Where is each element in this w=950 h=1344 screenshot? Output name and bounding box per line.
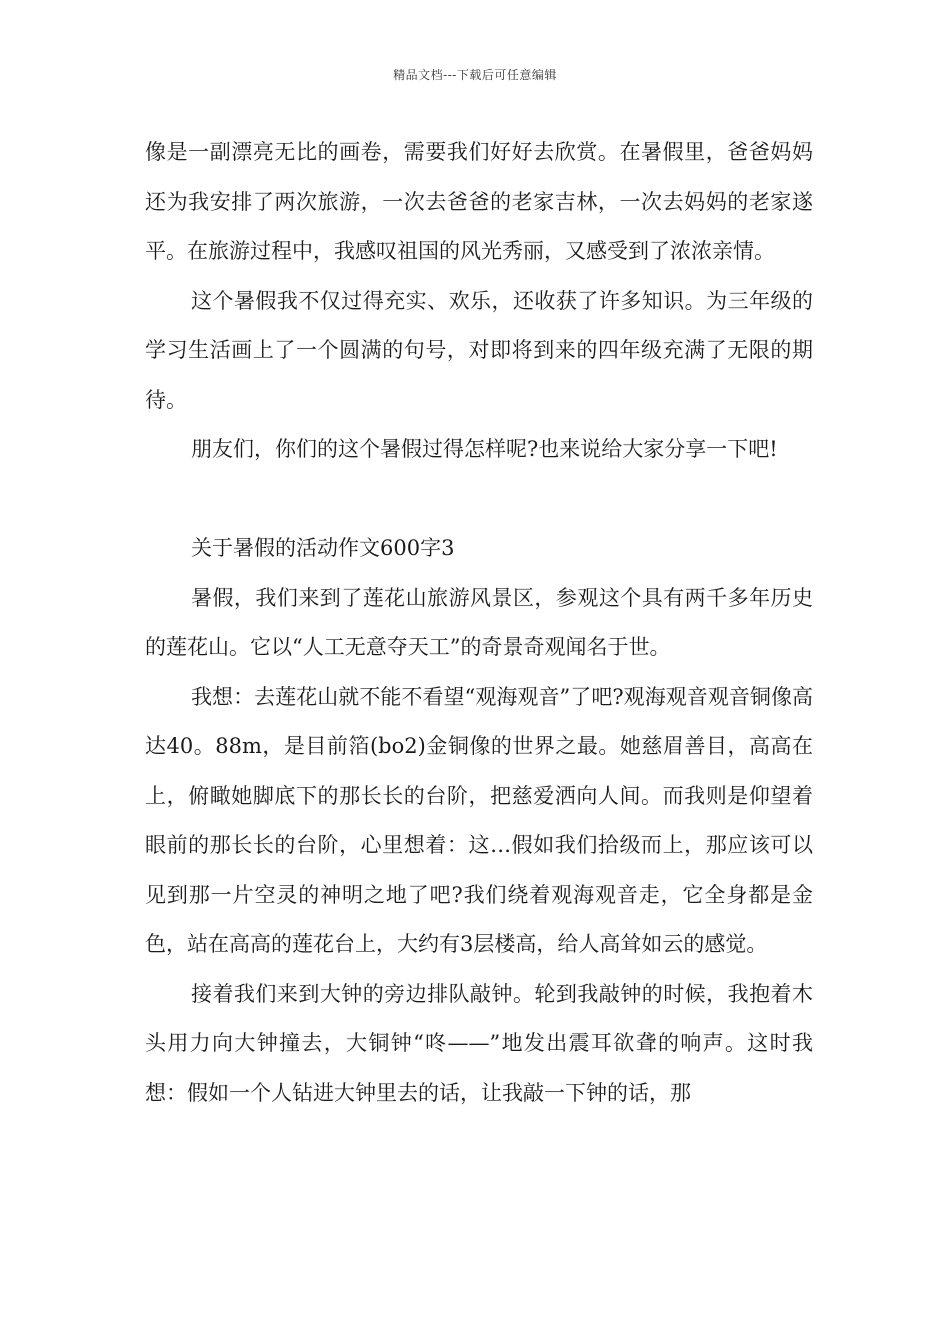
paragraph: 这个暑假我不仅过得充实、欢乐，还收获了许多知识。为三年级的学习生活画上了一个圆满的句号，对即将到来的四年级充满了无限的期待。 — [145, 288, 813, 412]
paragraph: 我想：去莲花山就不能不看望“观海观音”了吧?观海观音观音铜像高达40。88m，是目前箔(bo2)金铜像的世界之最。她慈眉善目，高高在上，俯瞰她脚底下的那长长的台阶，把慈爱洒向人间。而我则是仰望着眼前的那长长的台阶，心里想着：这…假如我们拾级而上，那应该可以见到那一片空灵的神明之地了吧?我们绕着观海观音走，它全身都是金色，站在高高的莲花台上，大约有3层楼高，给人高耸如云的感觉。 — [145, 684, 813, 956]
paragraph: 朋友们，你们的这个暑假过得怎样呢?也来说给大家分享一下吧! — [191, 437, 778, 461]
section-title: 关于暑假的活动作文600字3 — [191, 536, 455, 560]
paragraph: 接着我们来到大钟的旁边排队敲钟。轮到我敲钟的时候，我抱着木头用力向大钟撞去，大铜钟“咚——”地发出震耳欲聋的响声。这时我想：假如一个人钻进大钟里去的话，让我敲一下钟的话，那 — [145, 981, 813, 1105]
blank-line — [145, 475, 813, 525]
document-body — [145, 128, 813, 1118]
paragraph-continuation: 像是一副漂亮无比的画卷，需要我们好好去欣赏。在暑假里，爸爸妈妈还为我安排了两次旅游，一次去爸爸的老家吉林，一次去妈妈的老家遂平。在旅游过程中，我感叹祖国的风光秀丽，又感受到了浓浓亲情。 — [145, 140, 813, 263]
paragraph: 暑假，我们来到了莲花山旅游风景区，参观这个具有两千多年历史的莲花山。它以“人工无意夺天工”的奇景奇观闻名于世。 — [145, 585, 813, 659]
page-header: 精品文档---下载后可任意编辑 — [393, 68, 557, 82]
